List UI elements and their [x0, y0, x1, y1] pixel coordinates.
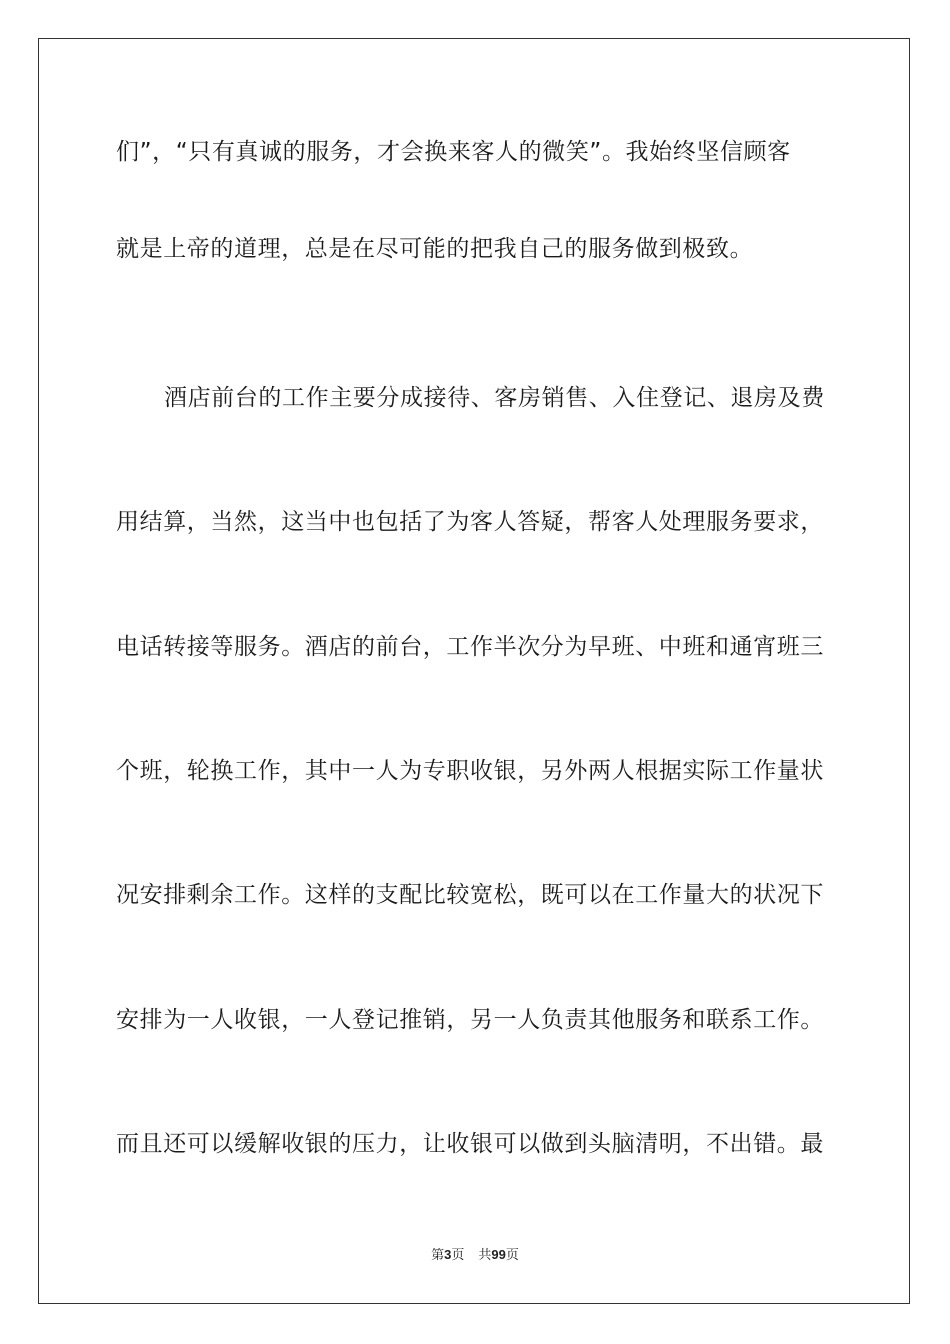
body-text-line: 就是上帝的道理，总是在尽可能的把我自己的服务做到极致。	[116, 236, 754, 262]
page-suffix: 页	[451, 1248, 465, 1263]
page-footer	[0, 1247, 950, 1264]
body-text-line: 个班，轮换工作，其中一人为专职收银，另外两人根据实际工作量状	[116, 758, 824, 784]
page-frame	[38, 38, 910, 1304]
total-suffix: 页	[505, 1248, 519, 1263]
total-pages: 99	[491, 1247, 506, 1262]
total-prefix: 共	[478, 1248, 492, 1263]
body-text-line: 用结算，当然，这当中也包括了为客人答疑，帮客人处理服务要求，	[116, 509, 824, 535]
body-text-line: 安排为一人收银，一人登记推销，另一人负责其他服务和联系工作。	[116, 1007, 824, 1033]
paragraph-start-line: 酒店前台的工作主要分成接待、客房销售、入住登记、退房及费	[164, 385, 825, 411]
body-text-line: 们”，“只有真诚的服务，才会换来客人的微笑”。我始终坚信顾客	[116, 139, 791, 165]
body-text-line: 而且还可以缓解收银的压力，让收银可以做到头脑清明，不出错。最	[116, 1131, 824, 1157]
page-number: 3	[444, 1247, 452, 1262]
body-text-line: 电话转接等服务。酒店的前台，工作半次分为早班、中班和通宵班三	[116, 634, 824, 660]
page-prefix: 第	[431, 1248, 445, 1263]
body-text-line: 况安排剩余工作。这样的支配比较宽松，既可以在工作量大的状况下	[116, 882, 824, 908]
